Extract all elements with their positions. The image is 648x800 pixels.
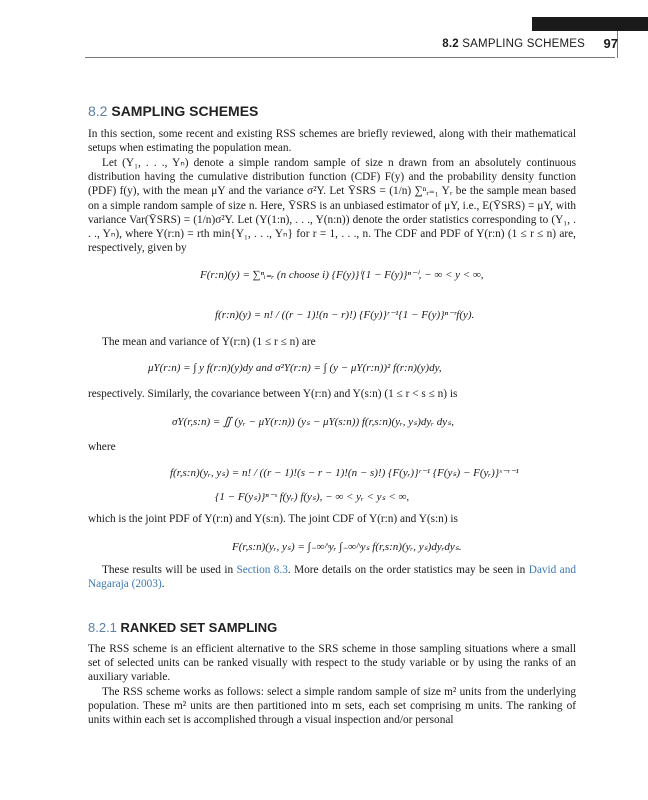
equation-joint-cdf: F(r,s:n)(yᵣ, yₛ) = ∫₋∞^yᵣ ∫₋∞^yₛ f(r,s:n)(yᵣ, yₛ)dyᵣdyₛ. xyxy=(232,541,462,553)
references-text-end: . xyxy=(161,578,165,591)
section-title: SAMPLING SCHEMES xyxy=(111,103,259,119)
paragraph-setup: Let (Y₁, . . ., Yₙ) denote a simple random sample of size n drawn from an absolutely continuous distribution having the cumulative distribution function (CDF) F(y) and the probability density function (PDF) f(y), with the mean μY and the variance σ²Y. Let ȲSRS = (1/n) ∑ⁿᵣ₌₁ Yᵣ be the sample mean based on a simple random sample of size n. Here, ȲSRS is an unbiased estimator of μY, i.e., E(ȲSRS) = μY, with variance Var(ȲSRS) = (1/n)σ²Y. Let (Y(1:n), . . ., Y(n:n)) denote the order statistics corresponding to (Y₁, . . ., Yₙ), where Y(r:n) = rth min{Y₁, . . ., Yₙ} for r = 1, . . ., n. The CDF and PDF of Y(r:n) (1 ≤ r ≤ n) are, respectively, given by xyxy=(88,157,576,255)
equation-cdf: F(r:n)(y) = ∑ⁿᵢ₌ᵣ (n choose i) {F(y)}ⁱ{1 − F(y)}ⁿ⁻ⁱ, − ∞ < y < ∞, xyxy=(200,269,484,281)
paragraph-rss-procedure: The RSS scheme works as follows: select a simple random sample of size m² units from the underlying population. These m² units are then partitioned into m sets, each set comprising m units. The ranking of units within each set is accomplished through a visual inspection and/or personal xyxy=(88,686,576,727)
equation-mean-variance: μY(r:n) = ∫ y f(r:n)(y)dy and σ²Y(r:n) = ∫ (y − μY(r:n))² f(r:n)(y)dy, xyxy=(148,362,442,374)
references-text-start: These results will be used in xyxy=(102,564,237,576)
section-number: 8.2 xyxy=(88,103,108,119)
header-rule xyxy=(85,57,615,58)
running-head-title: SAMPLING SCHEMES xyxy=(462,38,585,50)
equation-joint-pdf-line2: {1 − F(yₛ)}ⁿ⁻ˢ f(yᵣ) f(yₛ), − ∞ < yᵣ < yₛ < ∞, xyxy=(215,491,410,503)
subsection-number: 8.2.1 xyxy=(88,620,117,635)
paragraph-rss-intro: The RSS scheme is an efficient alternative to the SRS scheme in those sampling situations where a small set of selected units can be ranked visually with respect to the study variable or by using the ranks of an auxiliary variable. xyxy=(88,643,576,684)
page-number: 97 xyxy=(603,36,618,51)
subsection-heading xyxy=(88,620,277,635)
paragraph-references xyxy=(88,563,576,591)
paragraph-intro: In this section, some recent and existing RSS schemes are briefly reviewed, along with their mathematical setups when estimating the population mean. xyxy=(88,128,576,155)
paragraph-mean-variance: The mean and variance of Y(r:n) (1 ≤ r ≤ n) are xyxy=(102,336,316,348)
subsection-title: RANKED SET SAMPLING xyxy=(120,620,278,635)
link-section-8-3[interactable]: Section 8.3 xyxy=(236,564,288,576)
paragraph-joint-cdf: which is the joint PDF of Y(r:n) and Y(s:n). The joint CDF of Y(r:n) and Y(s:n) is xyxy=(88,513,458,525)
section-heading xyxy=(88,103,258,119)
paragraph-where: where xyxy=(88,441,116,453)
equation-covariance: σY(r,s:n) = ∬ (yᵣ − μY(r:n)) (yₛ − μY(s:n)) f(r,s:n)(yᵣ, yₛ)dyᵣ dyₛ, xyxy=(172,416,454,428)
link-david-nagaraja[interactable]: David and Nagaraja (2003) xyxy=(88,564,576,591)
references-text-mid: . More details on the order statistics may be seen in xyxy=(287,564,529,576)
paragraph-covariance: respectively. Similarly, the covariance between Y(r:n) and Y(s:n) (1 ≤ r < s ≤ n) is xyxy=(88,388,458,400)
equation-pdf: f(r:n)(y) = n! / ((r − 1)!(n − r)!) {F(y)}ʳ⁻¹{1 − F(y)}ⁿ⁻ʳf(y). xyxy=(215,309,475,321)
equation-joint-pdf-line1: f(r,s:n)(yᵣ, yₛ) = n! / ((r − 1)!(s − r − 1)!(n − s)!) {F(yᵣ)}ʳ⁻¹ {F(yₛ) − F(yᵣ)}ˢ⁻ʳ⁻¹ xyxy=(170,467,519,479)
running-head xyxy=(0,38,585,50)
running-head-section-number: 8.2 xyxy=(442,38,459,50)
header-bar xyxy=(532,17,648,31)
